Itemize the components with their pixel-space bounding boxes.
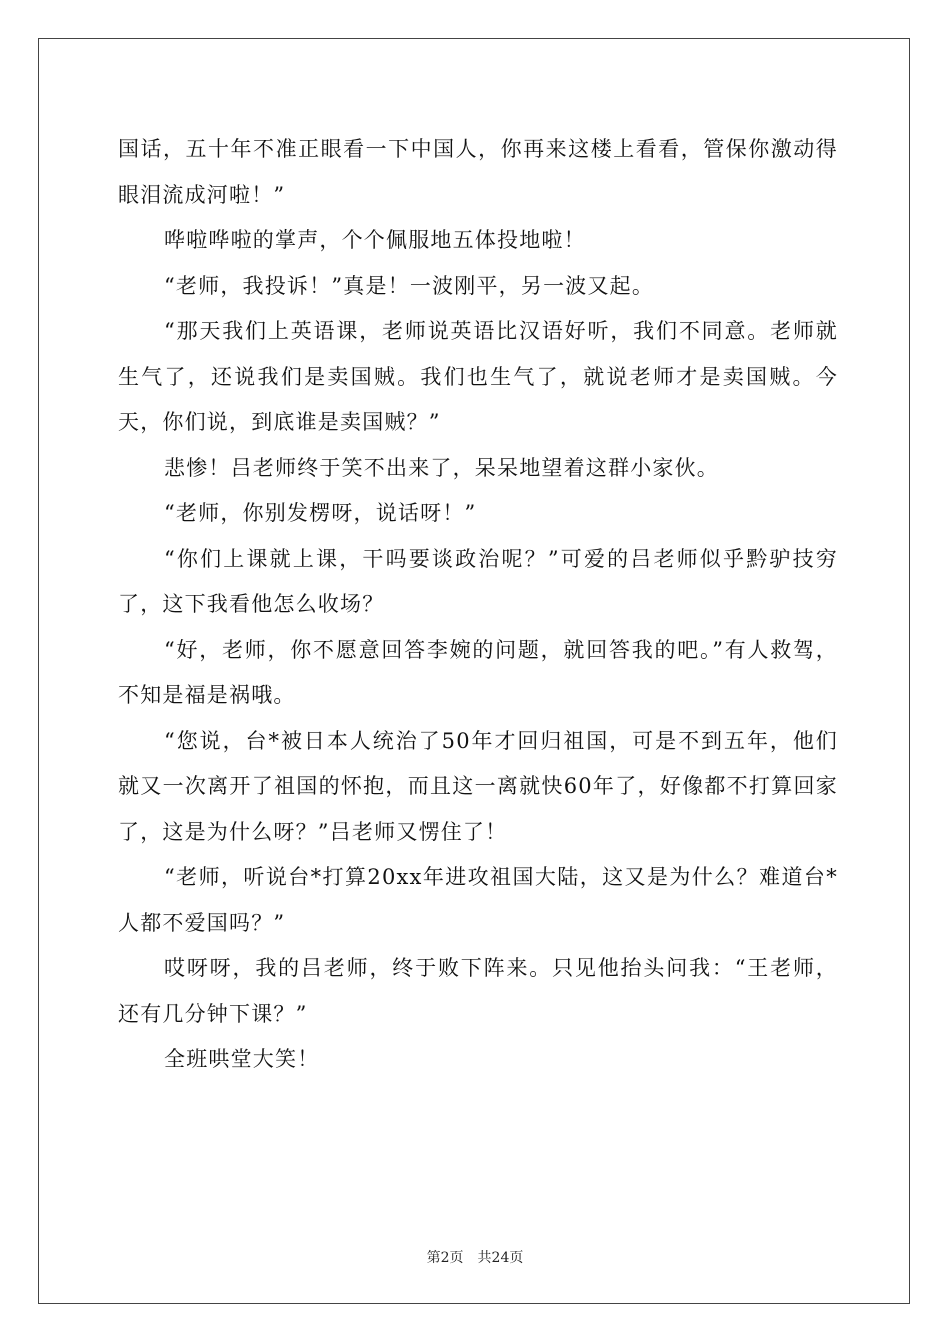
page-number: 第2页 [426, 1250, 464, 1266]
paragraph: 全班哄堂大笑！ [164, 1047, 320, 1071]
page-total: 共24页 [477, 1250, 524, 1266]
paragraph: “老师，听说台*打算20xx年进攻祖国大陆，这又是为什么？难道台*人都不爱国吗？” [118, 865, 838, 935]
paragraph: “好，老师，你不愿意回答李婉的问题，就回答我的吧。”有人救驾，不知是福是祸哦。 [118, 637, 838, 707]
paragraph: “老师，我投诉！”真是！一波刚平，另一波又起。 [164, 273, 655, 298]
paragraph: “老师，你别发楞呀，说话呀！” [164, 501, 477, 525]
paragraph: 悲惨！吕老师终于笑不出来了，呆呆地望着这群小家伙。 [164, 455, 719, 480]
paragraph: “那天我们上英语课，老师说英语比汉语好听，我们不同意。老师就生气了，还说我们是卖国贼。我们也生气了，就说老师才是卖国贼。今天，你们说，到底谁是卖国贼？” [118, 319, 838, 434]
paragraph: “您说，台*被日本人统治了50年才回归祖国，可是不到五年，他们就又一次离开了祖国的怀抱，而且这一离就快60年了，好像都不打算回家了，这是为什么呀？”吕老师又愣住了！ [118, 728, 838, 844]
paragraph: 国话，五十年不准正眼看一下中国人，你再来这楼上看看，管保你激动得眼泪流成河啦！” [118, 137, 838, 207]
document-body [118, 127, 838, 1083]
paragraph: 哗啦哗啦的掌声，个个佩服地五体投地啦！ [164, 228, 586, 252]
page-footer [0, 1247, 950, 1267]
paragraph: “你们上课就上课，干吗要谈政治呢？”可爱的吕老师似乎黔驴技穷了，这下我看他怎么收场？ [118, 546, 838, 616]
paragraph: 哎呀呀，我的吕老师，终于败下阵来。只见他抬头问我：“王老师，还有几分钟下课？” [118, 956, 838, 1026]
